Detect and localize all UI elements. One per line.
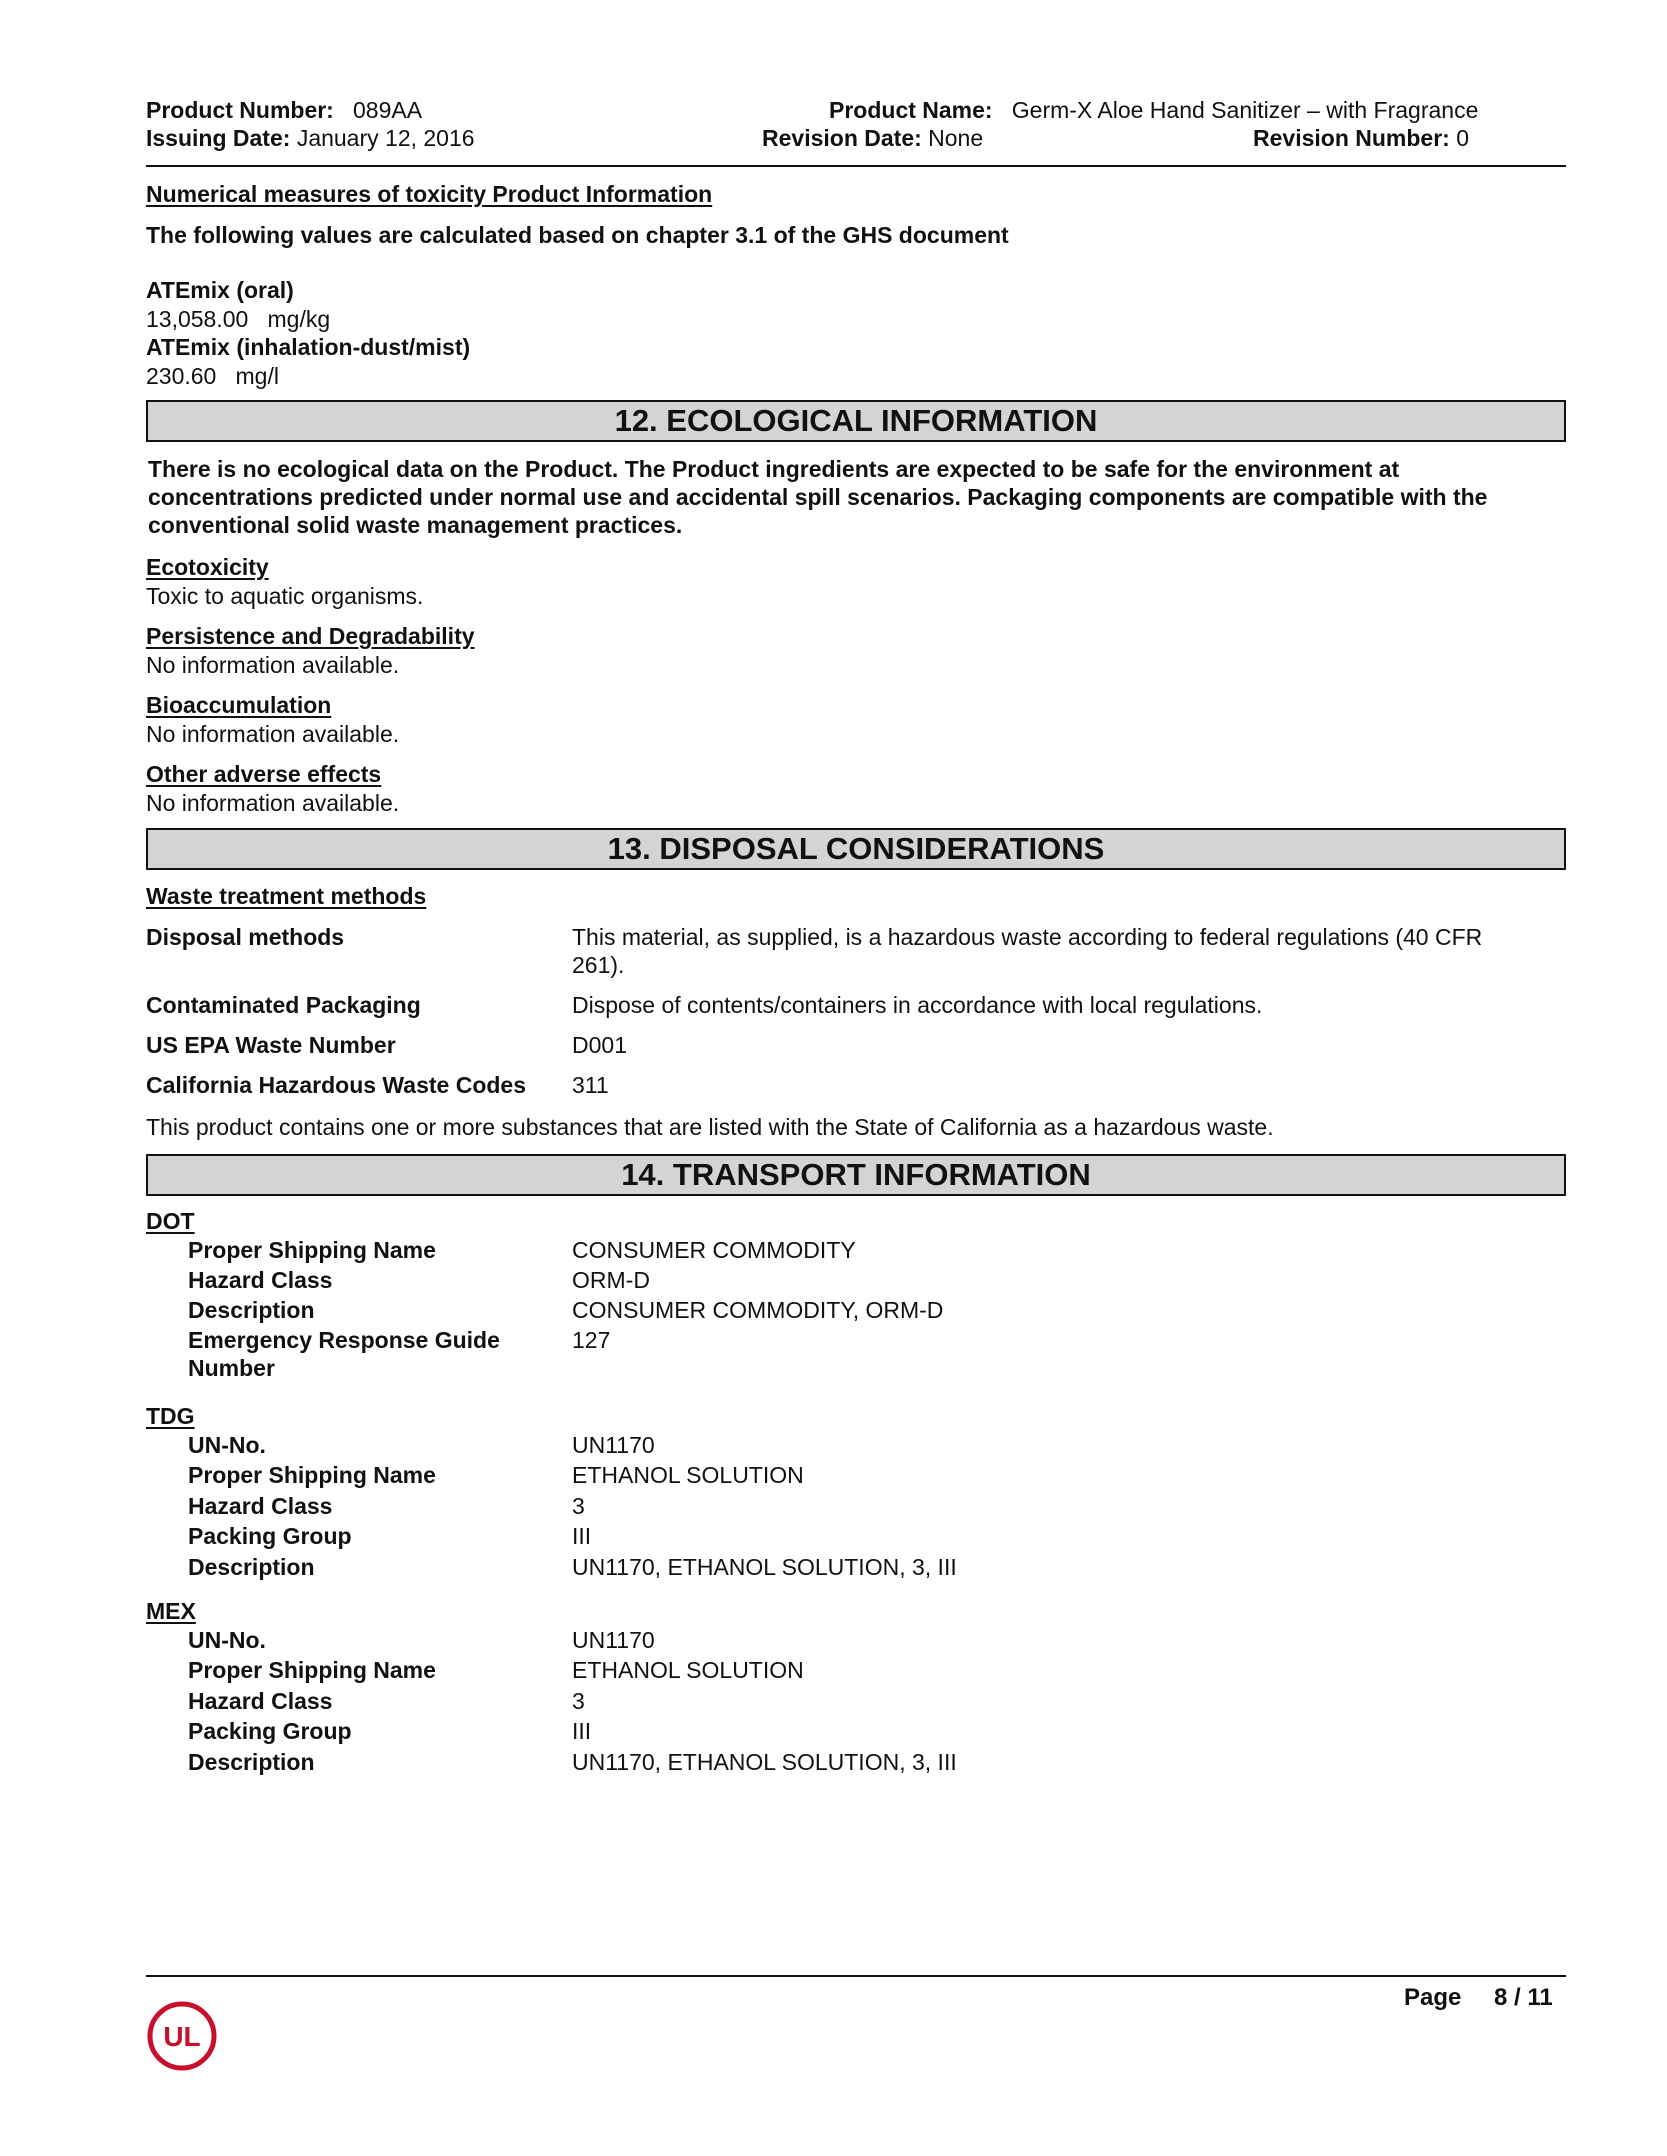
product-name-label: Product Name:: [829, 97, 993, 123]
toxicity-intro: The following values are calculated based on chapter 3.1 of the GHS document: [146, 222, 1009, 248]
mex-hazard-class-label: Hazard Class: [188, 1688, 333, 1714]
issuing-date-label: Issuing Date:: [146, 125, 291, 151]
tdg-packing-group-value: III: [572, 1523, 592, 1549]
product-number-value: 089AA: [353, 97, 423, 123]
tdg-description-label: Description: [188, 1554, 315, 1580]
product-name-value: Germ-X Aloe Hand Sanitizer – with Fragrance: [1011, 97, 1479, 123]
revision-date: [762, 124, 983, 152]
section-13-title: 13. DISPOSAL CONSIDERATIONS: [146, 828, 1566, 870]
footer-divider: [146, 1975, 1566, 1977]
revision-number-label: Revision Number:: [1253, 125, 1450, 151]
ul-logo-icon: [146, 2000, 218, 2072]
waste-treatment-heading: Waste treatment methods: [146, 883, 427, 909]
contaminated-packaging-value: Dispose of contents/containers in accordance with local regulations.: [572, 992, 1263, 1018]
ca-waste-codes-label: California Hazardous Waste Codes: [146, 1072, 527, 1098]
disposal-methods-value-cont: 261).: [572, 952, 625, 978]
tdg-un-no-label: UN-No.: [188, 1432, 266, 1458]
dot-description-value: CONSUMER COMMODITY, ORM-D: [572, 1297, 944, 1323]
atemix-inhal-label: ATEmix (inhalation-dust/mist): [146, 334, 471, 360]
product-number: [146, 96, 422, 124]
mex-un-no-value: UN1170: [572, 1627, 655, 1653]
bioaccumulation-heading: Bioaccumulation: [146, 692, 332, 718]
tdg-shipping-name-label: Proper Shipping Name: [188, 1462, 436, 1488]
ul-logo-graphic: [146, 2000, 218, 2072]
mex-packing-group-label: Packing Group: [188, 1718, 352, 1744]
mex-shipping-name-value: ETHANOL SOLUTION: [572, 1657, 804, 1683]
revision-number: [1253, 124, 1469, 152]
ecotoxicity-heading: Ecotoxicity: [146, 554, 269, 580]
california-note: This product contains one or more substances that are listed with the State of California as a hazardous waste.: [146, 1114, 1274, 1140]
mex-packing-group-value: III: [572, 1718, 592, 1744]
persistence-heading: Persistence and Degradability: [146, 623, 475, 649]
revision-date-value: None: [928, 125, 984, 151]
contaminated-packaging-label: Contaminated Packaging: [146, 992, 421, 1018]
other-effects-heading: Other adverse effects: [146, 761, 382, 787]
disposal-methods-label: Disposal methods: [146, 924, 345, 950]
tdg-hazard-class-label: Hazard Class: [188, 1493, 333, 1519]
tdg-packing-group-label: Packing Group: [188, 1523, 352, 1549]
issuing-date: [146, 124, 475, 152]
product-name: [829, 96, 1478, 124]
mex-shipping-name-label: Proper Shipping Name: [188, 1657, 436, 1683]
mex-un-no-label: UN-No.: [188, 1627, 266, 1653]
dot-hazard-class-value: ORM-D: [572, 1267, 650, 1293]
tdg-heading: TDG: [146, 1403, 195, 1429]
dot-erg-value: 127: [572, 1327, 611, 1353]
dot-hazard-class-label: Hazard Class: [188, 1267, 333, 1293]
other-effects-text: No information available.: [146, 790, 400, 816]
epa-waste-number-value: D001: [572, 1032, 627, 1058]
product-number-label: Product Number:: [146, 97, 334, 123]
mex-description-value: UN1170, ETHANOL SOLUTION, 3, III: [572, 1749, 957, 1775]
ecological-intro: There is no ecological data on the Product. The Product ingredients are expected to be safe for the environment at concentrations predicted under normal use and accidental spill scenarios. Packaging components are compatible with the conventional solid waste management practices.: [148, 456, 1488, 538]
header-divider: [146, 165, 1566, 167]
tdg-un-no-value: UN1170: [572, 1432, 655, 1458]
dot-erg-label-cont: Number: [188, 1355, 275, 1381]
disposal-methods-value: This material, as supplied, is a hazardous waste according to federal regulations (40 CFR: [572, 924, 1483, 950]
ul-logo-text: UL: [163, 2021, 201, 2052]
ecotoxicity-text: Toxic to aquatic organisms.: [146, 583, 424, 609]
dot-heading: DOT: [146, 1208, 195, 1234]
dot-shipping-name-value: CONSUMER COMMODITY: [572, 1237, 856, 1263]
section-12-title: 12. ECOLOGICAL INFORMATION: [146, 400, 1566, 442]
tdg-hazard-class-value: 3: [572, 1493, 585, 1519]
dot-erg-label: Emergency Response Guide: [188, 1327, 500, 1353]
revision-date-label: Revision Date:: [762, 125, 922, 151]
atemix-oral-label: ATEmix (oral): [146, 277, 294, 303]
page-label: Page: [1404, 1984, 1462, 2011]
toxicity-heading: Numerical measures of toxicity Product Information: [146, 181, 713, 207]
mex-hazard-class-value: 3: [572, 1688, 585, 1714]
dot-shipping-name-label: Proper Shipping Name: [188, 1237, 436, 1263]
page-number: 8 / 11: [1494, 1984, 1553, 2011]
ca-waste-codes-value: 311: [572, 1072, 609, 1098]
section-14-title: 14. TRANSPORT INFORMATION: [146, 1154, 1566, 1196]
persistence-text: No information available.: [146, 652, 400, 678]
dot-description-label: Description: [188, 1297, 315, 1323]
tdg-shipping-name-value: ETHANOL SOLUTION: [572, 1462, 804, 1488]
atemix-inhal-value: 230.60 mg/l: [146, 363, 279, 389]
revision-number-value: 0: [1456, 125, 1470, 151]
bioaccumulation-text: No information available.: [146, 721, 400, 747]
mex-heading: MEX: [146, 1598, 196, 1624]
mex-description-label: Description: [188, 1749, 315, 1775]
epa-waste-number-label: US EPA Waste Number: [146, 1032, 396, 1058]
issuing-date-value: January 12, 2016: [296, 125, 475, 151]
atemix-oral-value: 13,058.00 mg/kg: [146, 306, 331, 332]
document-header: [146, 96, 1564, 156]
tdg-description-value: UN1170, ETHANOL SOLUTION, 3, III: [572, 1554, 957, 1580]
